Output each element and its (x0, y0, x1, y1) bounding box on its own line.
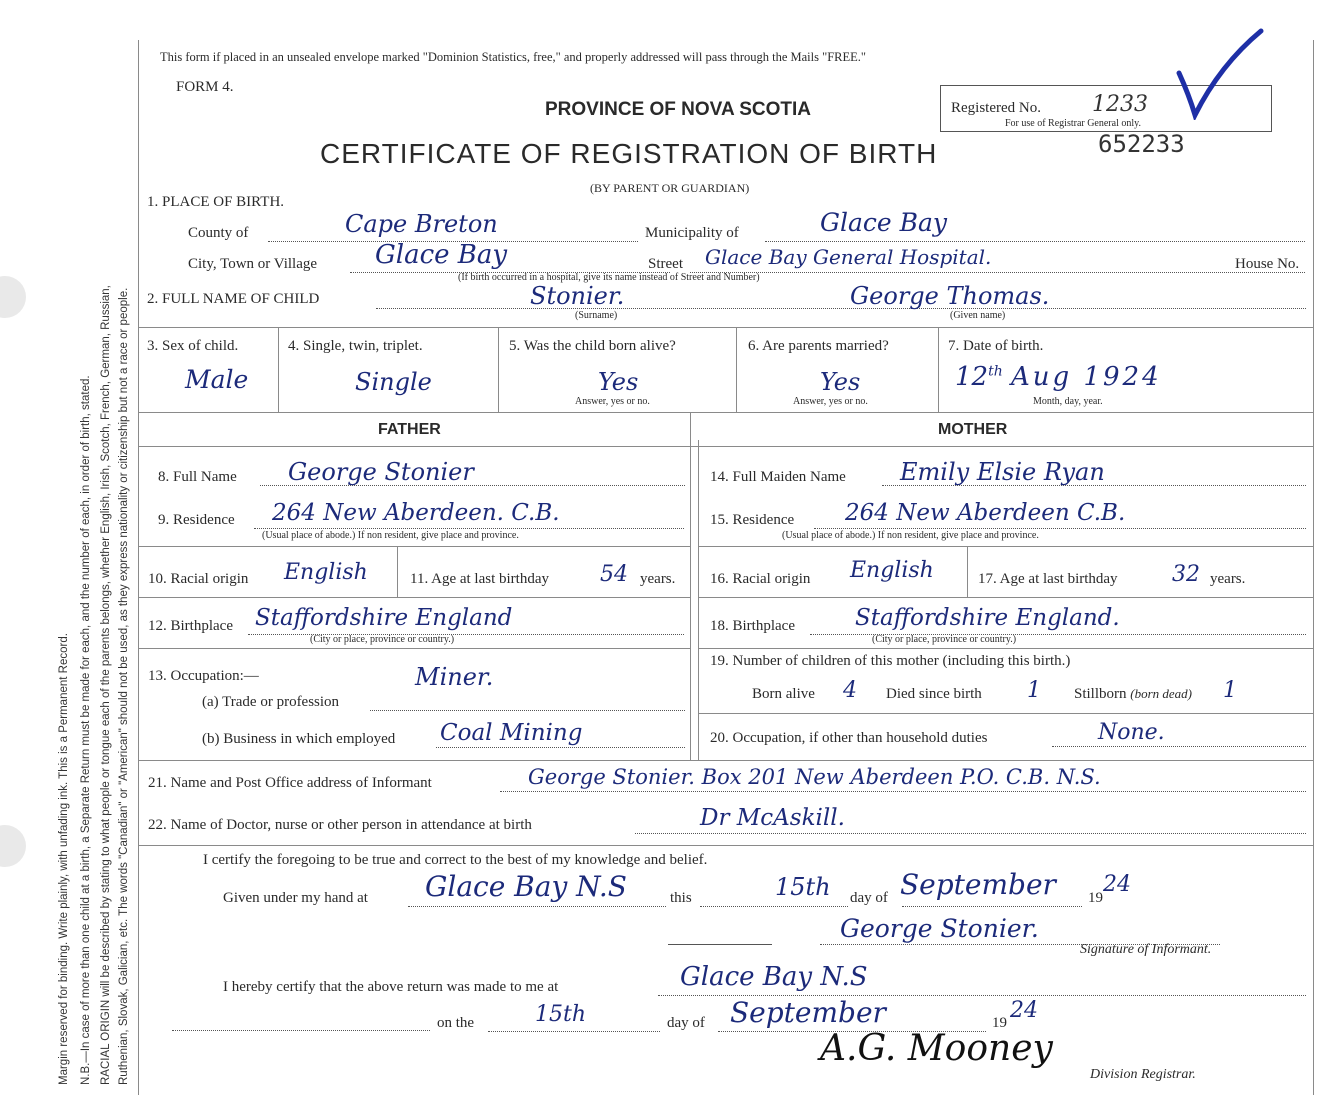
married-caption: Answer, yes or no. (793, 396, 868, 407)
witness-line (668, 944, 772, 945)
parents-divider-2 (698, 440, 699, 760)
registrar-signature: A.G. Mooney (820, 1028, 1053, 1069)
married-label: 6. Are parents married? (748, 338, 889, 354)
mother-bp-rule (698, 648, 1314, 649)
city-value: Glace Bay (375, 240, 508, 270)
free-notice: This form if placed in an unsealed envelope marked "Dominion Statistics, free," and properly addressed will pass through the Mails "FREE." (160, 50, 867, 64)
father-residence: 264 New Aberdeen. C.B. (272, 500, 560, 526)
born-alive-label: 5. Was the child born alive? (509, 338, 676, 354)
mother-age-label: 17. Age at last birthday (978, 571, 1118, 587)
born-alive-count: 4 (843, 678, 857, 703)
certificate-title: CERTIFICATE OF REGISTRATION OF BIRTH (320, 138, 938, 169)
mother-race-rule (698, 597, 1314, 598)
mother-race-divider (967, 547, 968, 597)
given-day: 15th (775, 873, 831, 901)
on-day: 15th (535, 1002, 587, 1027)
children-label: 19. Number of children of this mother (including this birth.) (710, 653, 1071, 669)
heading-rule (138, 446, 1314, 447)
father-name: George Stonier (288, 458, 474, 486)
informant-signature: George Stonier. (840, 914, 1039, 943)
on-the-label: on the (437, 1015, 475, 1031)
day-of-label-2: day of (667, 1015, 705, 1031)
on-year-prefix: 19 (992, 1015, 1007, 1031)
trade-line (370, 710, 685, 711)
house-label: House No. (1235, 256, 1300, 272)
row3-top-rule (138, 327, 1314, 328)
month-line (902, 906, 1082, 907)
informant-line (500, 791, 1306, 792)
punch-hole-bottom (0, 825, 26, 867)
mother-birthplace: Staffordshire England. (855, 605, 1120, 631)
province-title: PROVINCE OF NOVA SCOTIA (545, 99, 812, 120)
row3-divider-2 (498, 327, 499, 412)
this-day-line (700, 906, 848, 907)
city-label: City, Town or Village (188, 256, 318, 272)
mother-residence-line (814, 528, 1306, 529)
mother-occupation: None. (1098, 720, 1165, 745)
checkmark-icon (1175, 25, 1265, 120)
born-alive-caption: Answer, yes or no. (575, 396, 650, 407)
row3-divider-3 (736, 327, 737, 412)
mother-race-label: 16. Racial origin (710, 571, 811, 587)
business-label: (b) Business in which employed (202, 731, 396, 747)
row3-bottom-rule (138, 412, 1314, 413)
child-given-name: George Thomas. (850, 282, 1050, 310)
mother-birthplace-label: 18. Birthplace (710, 618, 795, 634)
mother-occupation-line (1052, 746, 1306, 747)
trade-label: (a) Trade or profession (202, 694, 340, 710)
date-caption: Month, day, year. (1033, 396, 1103, 407)
father-name-label: 8. Full Name (158, 469, 237, 485)
given-under-label: Given under my hand at (223, 890, 368, 906)
street-label: Street (648, 256, 683, 272)
stamp-number: 652233 (1098, 130, 1185, 158)
this-label: this (670, 890, 692, 906)
nb-note: N.B.—In case of more than one child at a birth, a Separate Return must be made for each, and the number of each, in order of birth, stated. (80, 375, 92, 1085)
place-of-birth-heading: 1. PLACE OF BIRTH. (147, 194, 285, 210)
registrar-left-line (172, 1030, 430, 1031)
mother-children-rule (698, 713, 1314, 714)
stillborn-count: 1 (1223, 678, 1237, 703)
signature-caption: Signature of Informant. (1080, 942, 1212, 957)
mother-age: 32 (1172, 562, 1200, 587)
certify-statement: I certify the foregoing to be true and correct to the best of my knowledge and belief. (203, 852, 708, 868)
county-value: Cape Breton (345, 210, 498, 238)
birth-day: 12 (955, 362, 989, 392)
doctor-label: 22. Name of Doctor, nurse or other person in attendance at birth (148, 817, 532, 833)
mother-race: English (850, 558, 934, 583)
mother-res-rule (698, 546, 1314, 547)
sex-label: 3. Sex of child. (147, 338, 239, 354)
father-occupation-label: 13. Occupation:— (148, 668, 259, 684)
racial-note-line-2: Ruthenian, Slovak, Galician, etc. The words "Canadian" or "American" should not be used, as they express nationality or citizenship but not a race or people. (118, 287, 130, 1085)
birth-day-suffix: th (988, 363, 1003, 380)
father-bp-rule (138, 648, 690, 649)
father-race: English (284, 560, 368, 585)
on-month: September (730, 996, 886, 1029)
father-residence-label: 9. Residence (158, 512, 235, 528)
registered-note: For use of Registrar General only. (1005, 118, 1141, 129)
mother-residence: 264 New Aberdeen C.B. (845, 500, 1126, 526)
mother-residence-label: 15. Residence (710, 512, 795, 528)
father-res-rule (138, 546, 690, 547)
stillborn-note: (born dead) (1130, 686, 1193, 701)
date-of-birth-label: 7. Date of birth. (948, 338, 1044, 354)
day-of-label: day of (850, 890, 888, 906)
county-label: County of (188, 225, 249, 241)
mother-name: Emily Elsie Ryan (900, 458, 1105, 486)
business-line (436, 747, 685, 748)
full-name-label: 2. FULL NAME OF CHILD (147, 291, 320, 307)
certificate-subtitle: (BY PARENT OR GUARDIAN) (590, 181, 750, 195)
mother-residence-caption: (Usual place of abode.) If non resident, give place and province. (782, 530, 1039, 541)
father-birthplace: Staffordshire England (255, 605, 513, 631)
stillborn-text: Stillborn (1074, 686, 1127, 702)
father-business: Coal Mining (440, 720, 583, 746)
street-value: Glace Bay General Hospital. (705, 245, 992, 269)
birth-month-year: Aug 1924 (1011, 362, 1162, 392)
parents-divider (690, 412, 691, 760)
full-name-line (376, 308, 1306, 309)
mother-occupation-label: 20. Occupation, if other than household duties (710, 730, 988, 746)
stillborn-label (1074, 686, 1192, 703)
single-label: 4. Single, twin, triplet. (288, 338, 423, 354)
mother-name-label: 14. Full Maiden Name (710, 469, 846, 485)
row3-divider-1 (278, 327, 279, 412)
father-race-label: 10. Racial origin (148, 571, 249, 587)
border-left (138, 40, 139, 1095)
mother-birthplace-caption: (City or place, province or country.) (872, 634, 1017, 645)
doctor-line (635, 833, 1306, 834)
return-label: I hereby certify that the above return was made to me at (223, 979, 559, 995)
row3-divider-4 (938, 327, 939, 412)
given-name-caption: (Given name) (950, 310, 1006, 321)
date-of-birth-value (955, 362, 1162, 392)
father-age: 54 (600, 562, 628, 587)
given-year: 24 (1103, 872, 1131, 897)
municipality-line (765, 241, 1305, 242)
father-occupation-trade: Miner. (415, 663, 494, 691)
born-alive-value: Yes (598, 368, 639, 396)
racial-note-line-1: RACIAL ORIGIN will be described by stating to what people or tongue each of the parents belongs, whether English, Irish, Scotch, French, German, Russian, (100, 285, 112, 1085)
form-number: FORM 4. (176, 79, 234, 95)
given-place-line (408, 906, 666, 907)
hospital-note: (If birth occurred in a hospital, give its name instead of Street and Number) (458, 272, 760, 283)
sex-value: Male (185, 365, 249, 394)
given-month: September (900, 868, 1056, 901)
father-birthplace-label: 12. Birthplace (148, 618, 233, 634)
mother-heading: MOTHER (938, 421, 1008, 438)
father-residence-caption: (Usual place of abode.) If non resident, give place and province. (262, 530, 519, 541)
died-label: Died since birth (886, 686, 982, 702)
mother-years: years. (1210, 571, 1246, 587)
informant-label: 21. Name and Post Office address of Informant (148, 775, 432, 791)
parents-bottom-rule (138, 760, 1314, 761)
registrar-caption: Division Registrar. (1090, 1067, 1196, 1082)
informant-value: George Stonier. Box 201 New Aberdeen P.O. C.B. N.S. (528, 765, 1101, 789)
municipality-value: Glace Bay (820, 208, 948, 237)
married-value: Yes (820, 368, 861, 396)
father-race-rule (138, 597, 690, 598)
single-value: Single (355, 368, 432, 396)
margin-note: Margin reserved for binding. Write plainly, with unfading ink. This is a Permanent Record. (58, 633, 70, 1085)
on-year: 24 (1010, 998, 1038, 1023)
father-race-divider (397, 547, 398, 597)
given-place: Glace Bay N.S (425, 870, 627, 903)
father-heading: FATHER (378, 421, 441, 438)
certification-top-rule (138, 845, 1314, 846)
born-alive-count-label: Born alive (752, 686, 815, 702)
died-count: 1 (1027, 678, 1041, 703)
father-age-label: 11. Age at last birthday (410, 571, 549, 587)
municipality-label: Municipality of (645, 225, 739, 241)
surname-caption: (Surname) (575, 310, 618, 321)
father-residence-line (254, 528, 684, 529)
doctor-value: Dr McAskill. (700, 805, 845, 831)
child-surname: Stonier. (530, 282, 625, 310)
return-place: Glace Bay N.S (680, 962, 868, 992)
street-line (690, 272, 1305, 273)
punch-hole-top (0, 276, 26, 318)
father-birthplace-caption: (City or place, province or country.) (310, 634, 455, 645)
registered-value: 1233 (1092, 92, 1148, 117)
on-day-line (488, 1031, 660, 1032)
father-years: years. (640, 571, 676, 587)
border-right (1313, 40, 1314, 1095)
year-prefix: 19 (1088, 890, 1103, 906)
registered-label: Registered No. (951, 100, 1041, 116)
